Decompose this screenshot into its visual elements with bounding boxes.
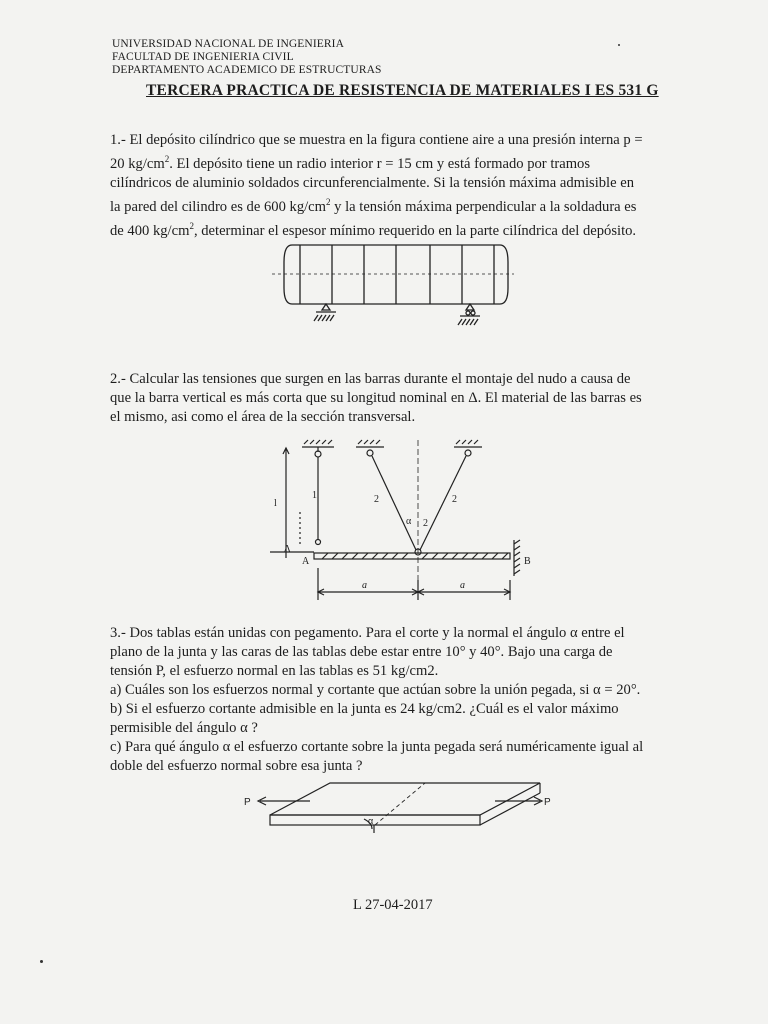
problem-2-text bbox=[110, 370, 642, 427]
angle-label-b: 2 bbox=[423, 518, 428, 529]
problem-2-line: el mismo, asi como el área de la sección transversal. bbox=[110, 409, 416, 425]
bar-2b-label: 2 bbox=[452, 494, 457, 505]
problem-1-line: la pared del cilindro es de 600 $kg/cm^2$ y la tensión máxima perpendicular a la soldadura es bbox=[110, 196, 637, 215]
bar-1-label: 1 bbox=[312, 490, 317, 501]
document-header bbox=[112, 38, 382, 77]
delta-label: Δ bbox=[284, 544, 291, 555]
glued-boards-figure bbox=[240, 775, 560, 865]
load-p-right: P bbox=[544, 797, 551, 808]
problem-3-line: tensión P, el esfuerzo normal en las tablas es 51 kg/cm2. bbox=[110, 663, 439, 679]
problem-2-line: que la barra vertical es más corta que su longitud nominal en Δ. El material de las barras es bbox=[110, 390, 642, 406]
problem-3-line: b) Si el esfuerzo cortante admisible en la junta es 24 kg/cm2. ¿Cuál es el valor máximo bbox=[110, 701, 619, 717]
date-footer: L 27-04-2017 bbox=[353, 897, 433, 913]
problem-1-line: de 400 $kg/cm^2$, determinar el espesor mínimo requerido en la parte cilíndrica del depósito. bbox=[110, 220, 637, 239]
problem-3-line: doble del esfuerzo normal sobre esa junta ? bbox=[110, 758, 363, 774]
problem-3-line: a) Cuáles son los esfuerzos normal y cortante que actúan sobre la unión pegada, si α = 20°. bbox=[110, 682, 641, 698]
faculty-name: FACULTAD DE INGENIERIA CIVIL bbox=[112, 51, 294, 63]
scan-speck bbox=[40, 960, 43, 963]
dimension-a-left: a bbox=[362, 580, 367, 591]
problem-3-line: plano de la junta y las caras de las tablas debe estar entre 10° y 40°. Bajo una carga de bbox=[110, 644, 613, 660]
problem-3-text bbox=[110, 624, 643, 776]
problem-3-line: permisible del ángulo α ? bbox=[110, 720, 258, 736]
truss-figure bbox=[262, 440, 552, 615]
tank-figure bbox=[270, 240, 520, 330]
problem-2-line: 2.- Calcular las tensiones que surgen en las barras durante el montaje del nudo a causa de bbox=[110, 371, 631, 387]
problem-1-text bbox=[110, 131, 643, 241]
problem-3-line: 3.- Dos tablas están unidas con pegamento. Para el corte y la normal el ángulo α entre el bbox=[110, 625, 625, 641]
support-a-label: A bbox=[302, 556, 310, 567]
support-b-label: B bbox=[524, 556, 531, 567]
length-label: l bbox=[274, 498, 277, 509]
department-name: DEPARTAMENTO ACADEMICO DE ESTRUCTURAS bbox=[112, 64, 382, 76]
scan-speck bbox=[618, 44, 620, 46]
dimension-a-right: a bbox=[460, 580, 465, 591]
bar-2-label: 2 bbox=[374, 494, 379, 505]
angle-label: α bbox=[406, 516, 412, 527]
problem-3-line: c) Para qué ángulo α el esfuerzo cortante sobre la junta pegada será numéricamente igual al bbox=[110, 739, 644, 755]
problem-1-line: 20 $kg/cm^2$. El depósito tiene un radio interior r = 15 cm y está formado por tramos bbox=[110, 154, 591, 172]
page-title: TERCERA PRACTICA DE RESISTENCIA DE MATERIALES I ES 531 G bbox=[146, 82, 659, 99]
glue-angle-label: α bbox=[368, 816, 374, 826]
load-p-left: P bbox=[244, 797, 251, 808]
problem-1-line: cilíndricos de aluminio soldados circunferencialmente. Si la tensión máxima admisible en bbox=[110, 174, 635, 191]
university-name: UNIVERSIDAD NACIONAL DE INGENIERIA bbox=[112, 38, 344, 50]
problem-1-line: 1.- El depósito cilíndrico que se muestra en la figura contiene aire a una presión interna p = bbox=[110, 132, 643, 148]
